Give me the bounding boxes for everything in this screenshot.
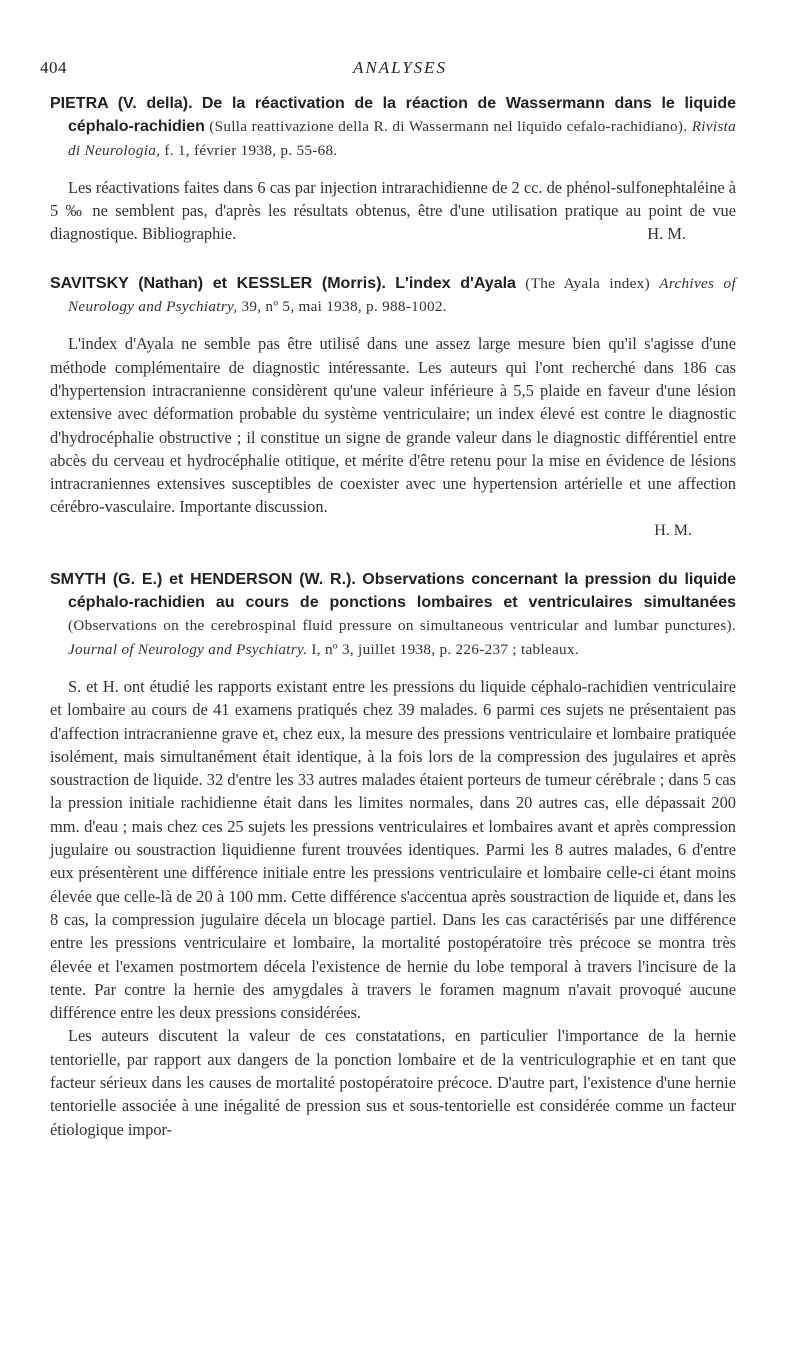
entry-title: Observations concernant la pression du liquide céphalo-rachidien au cours de ponctions lombaires et ventriculaires simultanées [68, 570, 737, 612]
entry-title: De la réactivation de la réaction de Wassermann dans le liquide céphalo-rachidien [68, 95, 736, 136]
entry-authors: PIETRA (V. della). [50, 95, 193, 112]
entry-citation: I, nº 3, juillet 1938, p. 226-237 ; tableaux. [311, 640, 579, 658]
entry-authors: SMYTH (G. E.) et HENDERSON (W. R.). [50, 570, 356, 588]
running-head [0, 58, 800, 86]
entry-abstract [50, 176, 736, 246]
entry-citation: f. 1, février 1938, p. 55-68. [164, 141, 338, 159]
entry-heading [50, 568, 736, 661]
entry-original-title: (The Ayala index) [525, 274, 650, 292]
entry-abstract: L'index d'Ayala ne semble pas être utilisé dans une assez large mesure bien qu'il s'agisse d'une méthode complémentaire de diagnostic intéressante. Les auteurs qui l'ont recherché dans 186 cas d'hypertension intracranienne considèrent qu'une valeur inférieure à 5,5 plaide en faveur d'une lésion extensive avec déformation probable du système ventriculaire; un index élevé est contre le diagnostic d'hydrocéphalie obstructive ; il constitue un signe de grande valeur dans le diagnostic différentiel entre abcès du cerveau et hydrocéphalie otitique, et mérite d'être retenu pour la mise en évidence de lésions intracraniennes extensives susceptibles de coexister avec une hypertension artérielle et une affection cérébro-vasculaire. Importante discussion. [50, 334, 736, 517]
entry-signature: H. M. [654, 521, 692, 539]
entry-original-title: (Sulla reattivazione della R. di Wassermann nel liquido cefalo-rachidiano). [209, 118, 688, 136]
review-entry [50, 92, 736, 246]
entry-journal: Rivista di Neurologia, [68, 118, 736, 159]
entry-heading [50, 92, 736, 162]
entry-citation: 39, nº 5, mai 1938, p. 988-1002. [241, 298, 447, 316]
entry-journal: Journal of Neurology and Psychiatry. [68, 640, 308, 658]
abstract-text: Les réactivations faites dans 6 cas par injection intrarachidienne de 2 cc. de phénol-sulfonephtaléine à 5 ‰ ne semblent pas, d'après les résultats obtenus, être d'une utilisation pratique au point de vue diagnostique. Bibliographie. [50, 177, 736, 244]
entry-signature: H. M. [647, 224, 686, 244]
entry-abstract-continued: Les auteurs discutent la valeur de ces constatations, en particulier l'importance de la hernie tentorielle, par rapport aux dangers de la ponction lombaire et de la ventriculographie et en tant que facteur sérieux dans les causes de mortalité postopératoire précoce. D'autre part, l'existence d'une hernie tentorielle associée à une inégalité de pression sus et sous-tentorielle est considérée comme un facteur étiologique impor- [50, 1026, 736, 1139]
entry-heading [50, 272, 736, 319]
review-entry [50, 272, 736, 542]
review-entry [50, 568, 736, 1141]
page-number: 404 [40, 58, 67, 77]
running-title: ANALYSES [352, 58, 448, 77]
entry-authors: SAVITSKY (Nathan) et KESSLER (Morris). [50, 274, 386, 292]
entry-title: L'index d'Ayala [395, 274, 516, 292]
entry-journal: Archives of Neurology and Psychiatry, [68, 274, 736, 316]
page-content [50, 92, 736, 1167]
entry-original-title: (Observations on the cerebrospinal fluid pressure on simultaneous ventricular and lumbar punctures). [68, 617, 736, 635]
entry-abstract: S. et H. ont étudié les rapports existant entre les pressions du liquide céphalo-rachidien ventriculaire et lombaire au cours de 41 examens pratiqués chez 39 malades. 6 parmi ces sujets ne présentaient pas d'affection intracranienne grave et, chez eux, la mesure des pressions ventriculaire et lombaire pratiquée isolément, mais simultanément était identique, à la fois lors de la compression des jugulaires et après soustraction de liquide. 32 d'entre les 33 autres malades étaient porteurs de tumeur cérébrale ; dans 5 cas la pression initiale rachidienne était dans les limites normales, dans 20 autres cas, elle dépassait 200 mm. d'eau ; mais chez ces 25 sujets les pressions ventriculaires et lombaires avant et après compression jugulaire ou soustraction liquidienne furent trouvées identiques. Parmi les 8 autres malades, 6 d'entre eux présentèrent une différence initiale entre les pressions ventriculaire et lombaire celle-ci étant moins élevée que celle-là de 20 à 100 mm. Cette différence s'accentua après soustraction de liquide et, dans les 8 cas, la compression jugulaire décela un blocage partiel. Dans les cas caractérisés par une différence entre les pressions ventriculaire et lombaire, la mortalité postopératoire très précoce se montra très élevée et l'examen postmortem décela l'existence de hernie du lobe temporal à travers l'incisure de la tente. Par contre la hernie des amygdales à travers le foramen magnum n'avait provoqué aucune différence entre les deux pressions considérées. [50, 676, 736, 1023]
